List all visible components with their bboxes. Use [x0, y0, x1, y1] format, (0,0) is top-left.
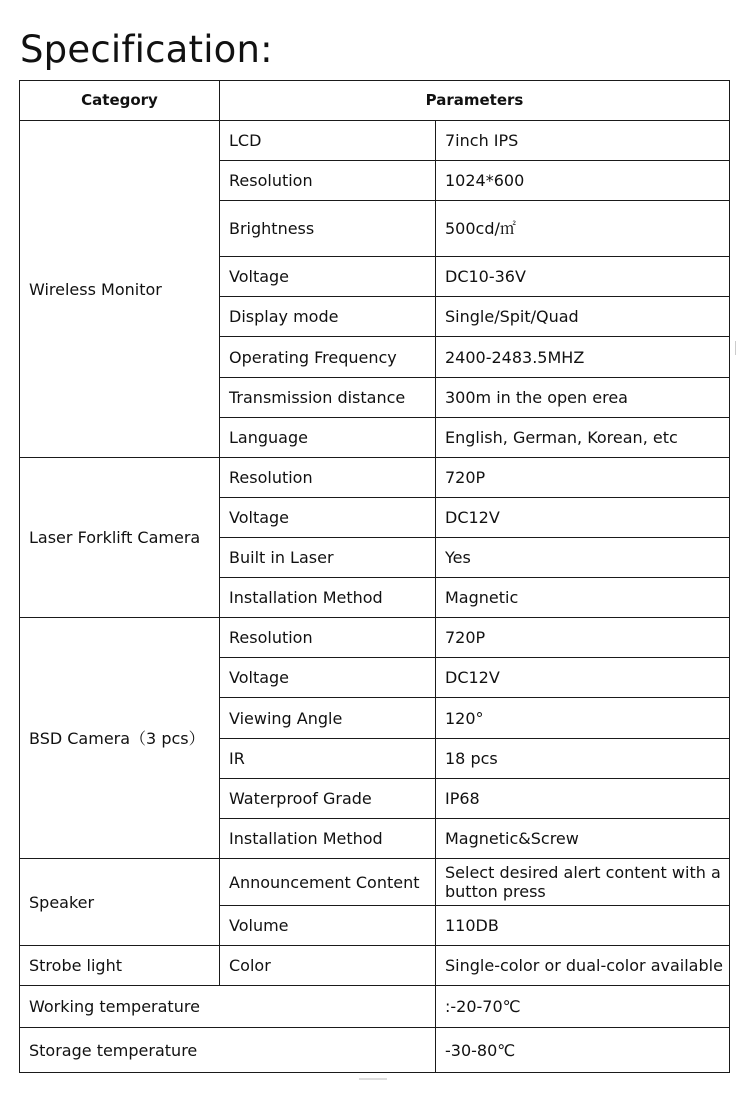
param-cell: Display mode — [220, 297, 436, 337]
working-temperature-label: Working temperature — [20, 986, 436, 1028]
table-row — [20, 859, 730, 906]
param-cell: Volume — [220, 906, 436, 946]
param-cell: Voltage — [220, 498, 436, 538]
table-header-row — [20, 81, 730, 121]
category-cell: Speaker — [20, 859, 220, 946]
param-cell: Language — [220, 418, 436, 458]
category-cell: Wireless Monitor — [20, 121, 220, 458]
param-cell: Built in Laser — [220, 538, 436, 578]
value-cell: DC12V — [436, 498, 730, 538]
storage-temperature-label: Storage temperature — [20, 1028, 436, 1073]
value-cell: Magnetic&Screw — [436, 819, 730, 859]
value-cell: Single-color or dual-color available — [436, 946, 730, 986]
param-cell: Brightness — [220, 201, 436, 257]
category-cell: BSD Camera（3 pcs） — [20, 618, 220, 859]
param-cell: Operating Frequency — [220, 337, 436, 378]
value-cell: IP68 — [436, 779, 730, 819]
value-cell: 7inch IPS — [436, 121, 730, 161]
value-cell: 720P — [436, 618, 730, 658]
specification-table — [19, 80, 730, 1073]
param-cell: LCD — [220, 121, 436, 161]
param-cell: Installation Method — [220, 819, 436, 859]
value-cell: 2400-2483.5MHZ — [436, 337, 730, 378]
value-cell: Yes — [436, 538, 730, 578]
param-cell: Resolution — [220, 618, 436, 658]
value-cell: 120° — [436, 698, 730, 739]
value-cell: DC12V — [436, 658, 730, 698]
param-cell: Color — [220, 946, 436, 986]
header-parameters: Parameters — [220, 81, 730, 121]
table-row — [20, 946, 730, 986]
category-cell: Strobe light — [20, 946, 220, 986]
storage-temperature-value: -30-80℃ — [436, 1028, 730, 1073]
bottom-divider — [359, 1078, 387, 1080]
param-cell: Announcement Content — [220, 859, 436, 906]
param-cell: Viewing Angle — [220, 698, 436, 739]
param-cell: Installation Method — [220, 578, 436, 618]
edge-mark — [735, 341, 736, 355]
value-cell: 1024*600 — [436, 161, 730, 201]
table-row — [20, 121, 730, 161]
table-row — [20, 458, 730, 498]
param-cell: Voltage — [220, 658, 436, 698]
page-title: Specification: — [20, 28, 273, 71]
table-row — [20, 986, 730, 1028]
param-cell: Resolution — [220, 161, 436, 201]
value-cell: 500cd/㎡ — [436, 201, 730, 257]
table-row — [20, 1028, 730, 1073]
value-cell: 110DB — [436, 906, 730, 946]
value-cell: English, German, Korean, etc — [436, 418, 730, 458]
value-cell: 720P — [436, 458, 730, 498]
value-cell: 18 pcs — [436, 739, 730, 779]
value-cell: DC10-36V — [436, 257, 730, 297]
value-cell: Select desired alert content with a button press — [436, 859, 730, 906]
value-cell: Single/Spit/Quad — [436, 297, 730, 337]
category-cell: Laser Forklift Camera — [20, 458, 220, 618]
param-cell: IR — [220, 739, 436, 779]
table-row — [20, 618, 730, 658]
param-cell: Resolution — [220, 458, 436, 498]
param-cell: Waterproof Grade — [220, 779, 436, 819]
value-cell: 300m in the open erea — [436, 378, 730, 418]
value-cell: Magnetic — [436, 578, 730, 618]
working-temperature-value: :-20-70℃ — [436, 986, 730, 1028]
header-category: Category — [20, 81, 220, 121]
param-cell: Voltage — [220, 257, 436, 297]
param-cell: Transmission distance — [220, 378, 436, 418]
